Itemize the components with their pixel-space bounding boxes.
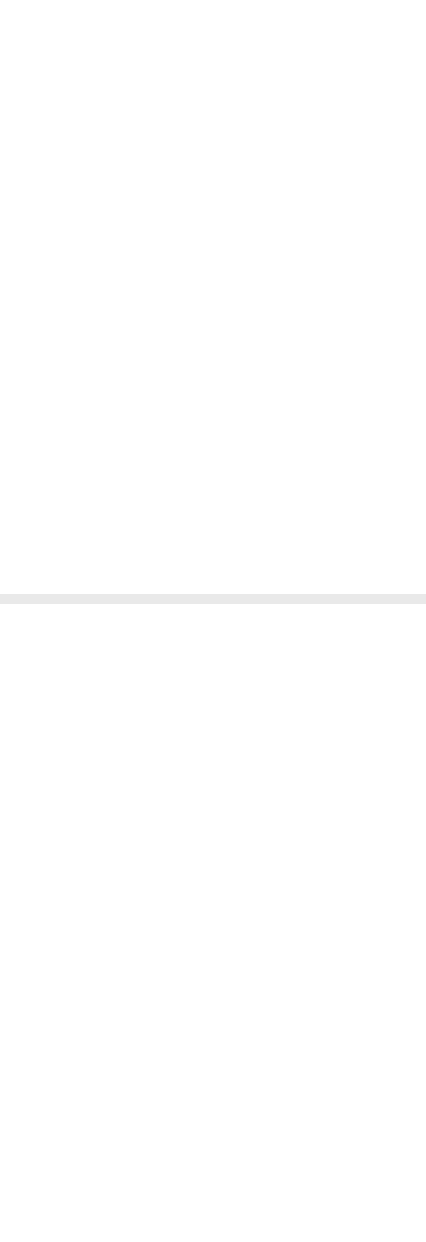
page-1 [0, 0, 426, 594]
page-separator [0, 594, 426, 604]
page-2 [0, 604, 426, 1242]
